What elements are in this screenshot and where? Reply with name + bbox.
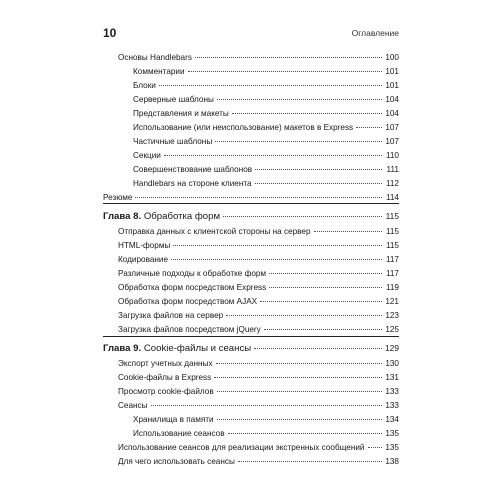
chapter-title: Обработка форм xyxy=(143,211,221,222)
dot-leader xyxy=(226,315,382,316)
entry-title: Блоки xyxy=(133,81,156,90)
chapter-divider xyxy=(103,336,399,337)
entry-page: 130 xyxy=(385,359,399,368)
chapter-9-heading xyxy=(103,342,399,354)
entry-title: Серверные шаблоны xyxy=(133,95,214,104)
entry-title: Представления и макеты xyxy=(133,109,229,118)
entry-page: 138 xyxy=(385,457,399,466)
entry-page: 121 xyxy=(385,297,399,306)
page-number: 10 xyxy=(103,26,117,40)
entry-title: Основы Handlebars xyxy=(118,53,192,62)
entry-title: Handlebars на стороне клиента xyxy=(133,179,252,188)
dot-leader xyxy=(151,405,382,406)
entry-page: 117 xyxy=(385,269,399,278)
dot-leader xyxy=(356,127,382,128)
entry-title: Cookie-файлы в Express xyxy=(118,373,212,382)
dot-leader xyxy=(173,245,382,246)
toc-entry xyxy=(118,310,399,322)
entry-page: 133 xyxy=(385,401,399,410)
entry-title: Просмотр cookie-файлов xyxy=(118,387,214,396)
entry-page: 135 xyxy=(385,443,399,452)
dot-leader xyxy=(171,259,382,260)
dot-leader xyxy=(216,363,382,364)
toc-entry xyxy=(118,254,399,266)
toc-entry xyxy=(133,136,399,148)
toc-entry xyxy=(133,122,399,134)
entry-page: 117 xyxy=(385,255,399,264)
dot-leader xyxy=(159,85,382,86)
running-title: Оглавление xyxy=(351,28,399,38)
chapter-heading xyxy=(103,211,220,223)
toc-entry xyxy=(118,324,399,336)
entry-title: HTML-формы xyxy=(118,241,171,250)
entry-title: Загрузка файлов на сервер xyxy=(118,311,224,320)
entry-title: Отправка данных с клиентской стороны на сервер xyxy=(118,227,311,236)
toc-entry xyxy=(118,372,399,384)
dot-leader xyxy=(238,461,382,462)
toc-entry xyxy=(118,282,399,294)
toc-entry xyxy=(133,108,399,120)
dot-leader xyxy=(135,197,382,198)
chapter-8-heading xyxy=(103,210,399,222)
dot-leader xyxy=(269,273,382,274)
entry-page: 134 xyxy=(385,415,399,424)
toc-entry xyxy=(133,80,399,92)
entry-title: Сеансы xyxy=(118,401,148,410)
entry-page: 110 xyxy=(385,151,399,160)
entry-title: Использование сеансов xyxy=(133,429,225,438)
chapter-page: 115 xyxy=(385,211,399,221)
entry-page: 119 xyxy=(385,283,399,292)
entry-title: Обработка форм посредством Express xyxy=(118,283,267,292)
entry-page: 107 xyxy=(385,123,399,132)
chapter-title: Cookie-файлы и сеансы xyxy=(143,343,252,354)
toc-entry xyxy=(118,386,399,398)
toc-entry xyxy=(133,94,399,106)
dot-leader xyxy=(264,329,382,330)
entry-title: Использование (или неиспользование) макетов в Express xyxy=(133,123,354,132)
entry-page: 131 xyxy=(385,373,399,382)
dot-leader xyxy=(255,183,382,184)
entry-title: Секции xyxy=(133,151,161,160)
toc-entry xyxy=(118,240,399,252)
entry-page: 115 xyxy=(385,241,399,250)
entry-title: Кодирование xyxy=(118,255,169,264)
dot-leader xyxy=(217,391,382,392)
dot-leader xyxy=(228,433,382,434)
entry-title: Совершенствование шаблонов xyxy=(133,165,253,174)
entry-title: Частичные шаблоны xyxy=(133,137,213,146)
dot-leader xyxy=(368,447,382,448)
dot-leader xyxy=(260,301,382,302)
toc-entry xyxy=(118,358,399,370)
entry-title: Обработка форм посредством AJAX xyxy=(118,297,258,306)
dot-leader xyxy=(255,169,382,170)
chapter-label: Глава 9. xyxy=(103,343,142,354)
dot-leader xyxy=(195,57,382,58)
toc-entry xyxy=(118,400,399,412)
dot-leader xyxy=(164,155,382,156)
entry-page: 101 xyxy=(385,81,399,90)
toc-entry xyxy=(133,66,399,78)
entry-page: 107 xyxy=(385,137,399,146)
chapter-divider xyxy=(103,203,399,204)
dot-leader xyxy=(217,419,382,420)
entry-page: 125 xyxy=(385,325,399,334)
entry-page: 112 xyxy=(385,179,399,188)
entry-page: 100 xyxy=(385,53,399,62)
toc-entry xyxy=(118,296,399,308)
dot-leader xyxy=(217,99,382,100)
entry-page: 101 xyxy=(385,67,399,76)
entry-title: Загрузка файлов посредством jQuery xyxy=(118,325,261,334)
entry-title: Для чего использовать сеансы xyxy=(118,457,235,466)
entry-page: 115 xyxy=(385,227,399,236)
entry-page: 133 xyxy=(385,387,399,396)
dot-leader xyxy=(215,141,382,142)
toc-entry xyxy=(118,226,399,238)
toc-entry xyxy=(118,268,399,280)
entry-title: Хранилища в памяти xyxy=(133,415,214,424)
toc-entry xyxy=(118,442,399,454)
toc-entry xyxy=(133,178,399,190)
dot-leader xyxy=(188,71,382,72)
dot-leader xyxy=(223,216,382,217)
entry-title: Использование сеансов для реализации экстренных сообщений xyxy=(118,443,365,452)
toc-entry xyxy=(133,414,399,426)
dot-leader xyxy=(269,287,382,288)
chapter-page: 129 xyxy=(385,343,399,353)
chapter-label: Глава 8. xyxy=(103,211,142,222)
toc-entry xyxy=(133,150,399,162)
entry-page: 123 xyxy=(385,311,399,320)
dot-leader xyxy=(254,348,382,349)
page-header xyxy=(103,26,399,40)
toc-entry xyxy=(133,164,399,176)
entry-page: 104 xyxy=(385,95,399,104)
entry-page: 114 xyxy=(385,193,399,202)
dot-leader xyxy=(314,231,382,232)
entry-title: Резюме xyxy=(103,193,133,202)
entry-page: 135 xyxy=(385,429,399,438)
entry-title: Комментарии xyxy=(133,67,185,76)
entry-page: 104 xyxy=(385,109,399,118)
toc-entry xyxy=(118,456,399,468)
dot-leader xyxy=(232,113,382,114)
chapter-heading xyxy=(103,343,251,355)
entry-title: Различные подходы к обработке форм xyxy=(118,269,267,278)
dot-leader xyxy=(214,377,382,378)
entry-title: Экспорт учетных данных xyxy=(118,359,213,368)
toc-entry xyxy=(133,428,399,440)
entry-page: 111 xyxy=(386,165,399,174)
toc-entry xyxy=(118,52,399,64)
